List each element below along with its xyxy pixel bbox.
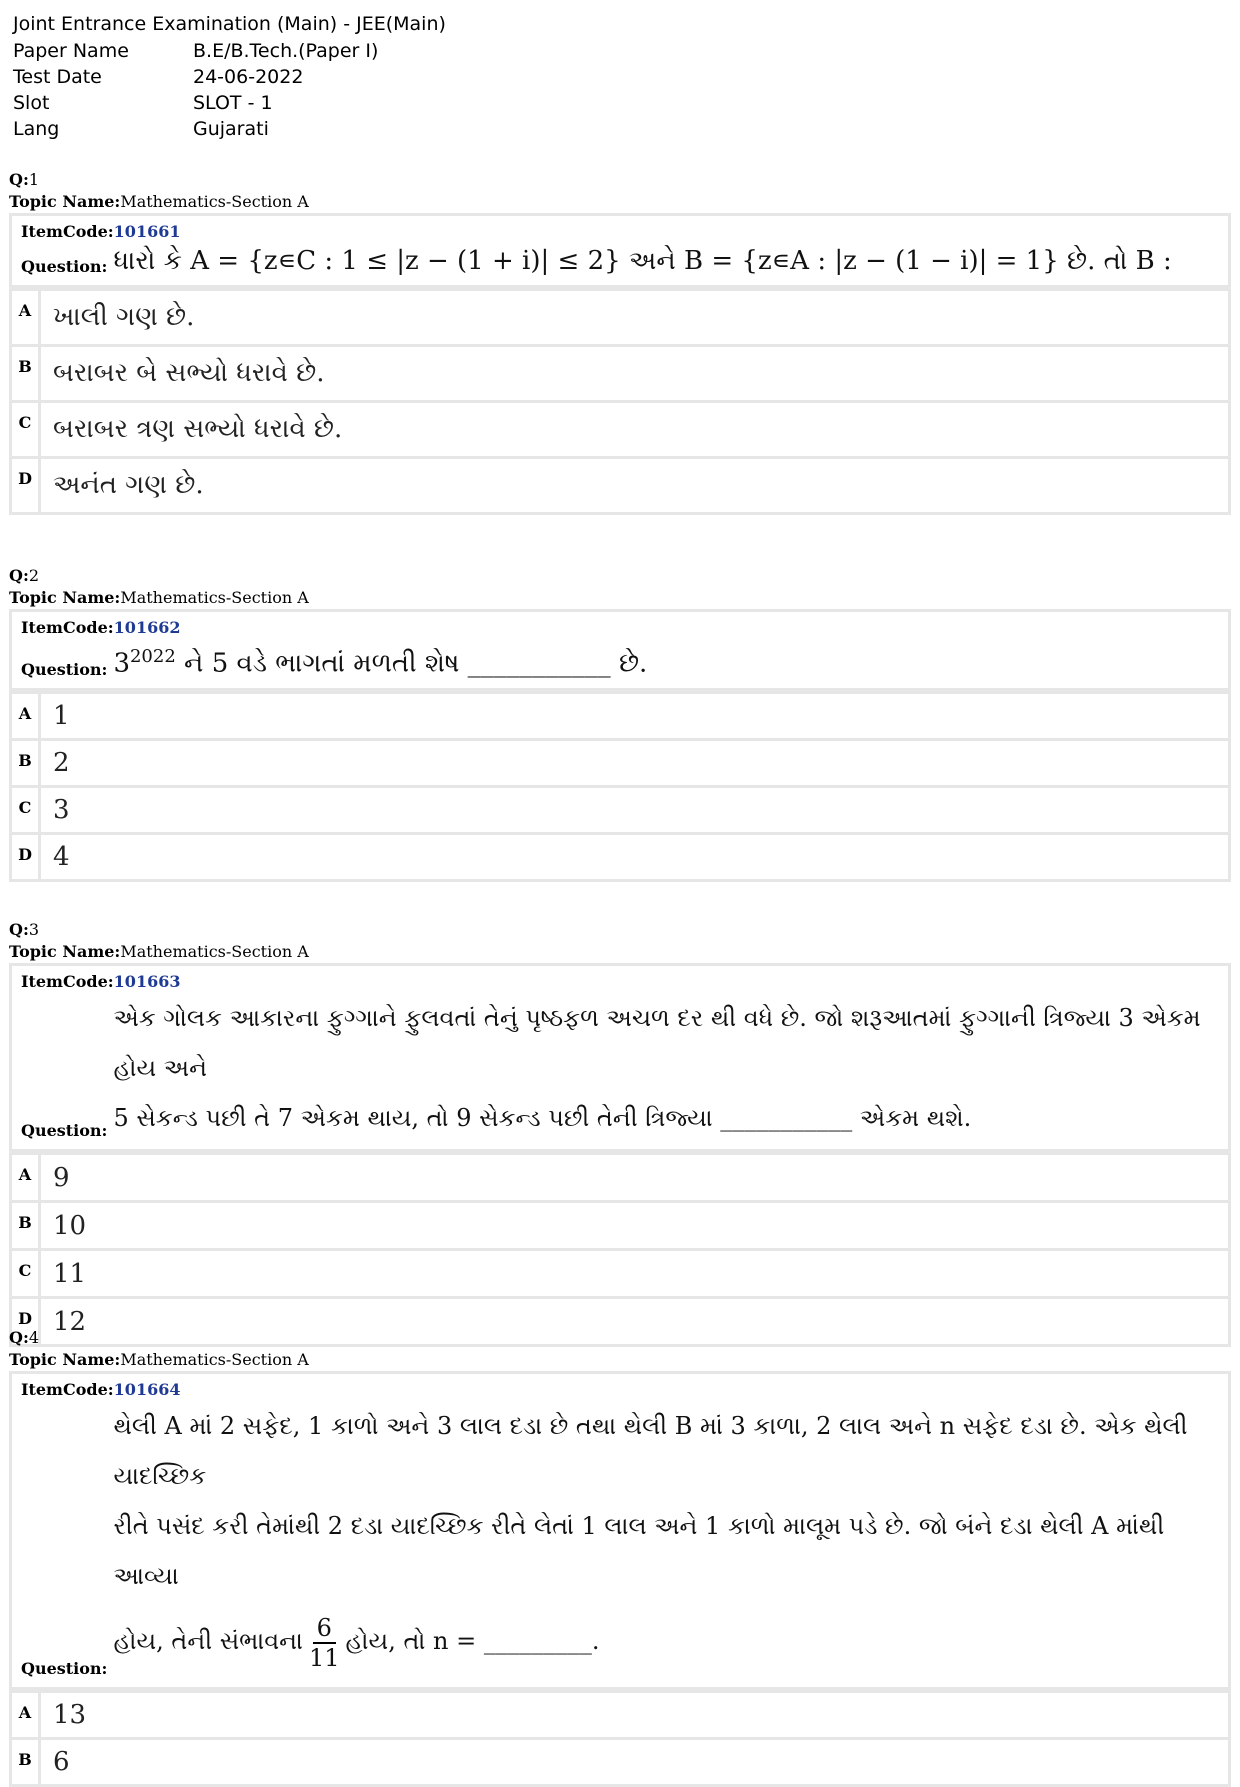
option-text: 1 (53, 700, 70, 731)
option-a[interactable] (12, 288, 1228, 344)
item-code: ItemCode:101663 (21, 972, 181, 991)
option-d[interactable] (12, 456, 1228, 512)
option-text: બરાબર ત્રણ સભ્યો ધરાવે છે. (53, 414, 343, 444)
option-text: 9 (53, 1162, 70, 1193)
option-text: 11 (53, 1258, 87, 1289)
question-body (21, 1401, 1219, 1681)
question-box (9, 963, 1231, 1347)
option-a[interactable] (12, 1152, 1228, 1200)
question-block-2 (9, 565, 1231, 882)
option-text: બરાબર બે સભ્યો ધરાવે છે. (53, 358, 325, 388)
question-block-4 (9, 1327, 1231, 1787)
option-c[interactable] (12, 400, 1228, 456)
question-text: $3^{2022}$ ને 5 વડે ભાગતાં મળતી શેષ ___________ છે. (113, 646, 648, 679)
header-row-date (13, 64, 446, 90)
question-head (12, 612, 1228, 691)
option-text: 6 (53, 1747, 70, 1777)
question-number: Q:3 (9, 920, 40, 939)
option-label: A (12, 1693, 41, 1737)
item-code: ItemCode:101662 (21, 618, 181, 637)
question-text: ધારો કે A = {z∊C : 1 ≤ |z − (1 + i)| ≤ 2} અને B = {z∊A : |z − (1 − i)| = 1} છે. તો B : (113, 246, 1172, 276)
option-label: A (12, 1155, 41, 1200)
exam-header (13, 10, 446, 142)
question-text: થેલી A માં 2 સફેદ, 1 કાળો અને 3 લાલ દડા છે તથા થેલી B માં 3 કાળા, 2 લાલ અને n સફેદ દડા છે. એક થેલી યાદચ્છિક રીતે પસંદ કરી તેમાંથી 2 દડા યાદચ્છિક રીતે લેતાં 1 લાલ અને 1 કાળો માલૂમ પડે છે. જો બંને દડા થેલી A માંથી આવ્યા હોય, તેની સંભાવના $\frac{6}{11}$ હોય, તો n = _________. (113, 1412, 1188, 1672)
option-b[interactable] (12, 1200, 1228, 1248)
option-label: A (12, 291, 41, 344)
header-key: Slot (13, 92, 50, 114)
question-block-1 (9, 169, 1231, 515)
option-text: 13 (53, 1700, 87, 1730)
option-a[interactable] (12, 691, 1228, 738)
option-text: 4 (53, 841, 70, 872)
header-row-lang (13, 116, 446, 142)
question-number: Q:4 (9, 1328, 40, 1347)
topic-name: Topic Name:Mathematics-Section A (9, 192, 309, 211)
probability-fraction: $\frac{6}{11}$ (308, 1613, 340, 1672)
option-text: અનંત ગણ છે. (53, 470, 204, 500)
question-box (9, 1371, 1231, 1787)
option-b[interactable] (12, 1737, 1228, 1784)
option-c[interactable] (12, 785, 1228, 832)
option-c[interactable] (12, 1248, 1228, 1296)
question-head (12, 216, 1228, 288)
header-value: B.E/B.Tech.(Paper I) (193, 40, 379, 62)
question-head (12, 1374, 1228, 1690)
question-body (21, 993, 1219, 1143)
option-a[interactable] (12, 1690, 1228, 1737)
option-label: C (12, 1251, 41, 1296)
header-key: Test Date (13, 66, 102, 88)
option-label: D (12, 459, 41, 512)
header-value: 24-06-2022 (193, 66, 304, 88)
question-label: Question: (21, 257, 108, 276)
header-key: Paper Name (13, 40, 129, 62)
option-label: C (12, 788, 41, 832)
question-label: Question: (21, 1659, 108, 1678)
header-value: Gujarati (193, 118, 269, 140)
question-number: Q:2 (9, 566, 40, 585)
option-b[interactable] (12, 738, 1228, 785)
option-label: B (12, 1203, 41, 1248)
question-label: Question: (21, 659, 108, 679)
option-text: ખાલી ગણ છે. (53, 302, 195, 332)
header-row-paper (13, 38, 446, 64)
question-text: એક ગોલક આકારના ફુગ્ગાને ફુલવતાં તેનું પૃષ્ઠફળ અચળ દર થી વધે છે. જો શરૂઆતમાં ફુગ્ગાની ત્રિજ્યા 3 એકમ હોય અને 5 સેકન્ડ પછી તે 7 એકમ થાય, તો 9 સેકન્ડ પછી તેની ત્રિજ્યા ___________ એકમ થશે. (113, 1004, 1201, 1132)
option-d[interactable] (12, 832, 1228, 879)
topic-name: Topic Name:Mathematics-Section A (9, 942, 309, 961)
question-head (12, 966, 1228, 1152)
question-body (21, 639, 1219, 682)
item-code: ItemCode:101661 (21, 222, 181, 241)
header-row-slot (13, 90, 446, 116)
header-value: SLOT - 1 (193, 92, 273, 114)
option-label: C (12, 403, 41, 456)
option-label: D (12, 1299, 41, 1344)
question-box (9, 609, 1231, 882)
question-label: Question: (21, 1121, 108, 1140)
topic-name: Topic Name:Mathematics-Section A (9, 1350, 309, 1369)
question-block-3 (9, 919, 1231, 1347)
option-label: B (12, 741, 41, 785)
option-text: 3 (53, 794, 70, 825)
question-number: Q:1 (9, 170, 40, 189)
item-code: ItemCode:101664 (21, 1380, 181, 1399)
option-text: 10 (53, 1210, 87, 1241)
option-label: A (12, 694, 41, 738)
option-text: 2 (53, 747, 70, 778)
question-body (21, 243, 1219, 279)
question-box (9, 213, 1231, 515)
exam-title: Joint Entrance Examination (Main) - JEE(Main) (13, 13, 446, 35)
option-label: D (12, 835, 41, 879)
option-text: 12 (53, 1306, 87, 1337)
option-b[interactable] (12, 344, 1228, 400)
option-label: B (12, 1740, 41, 1784)
topic-name: Topic Name:Mathematics-Section A (9, 588, 309, 607)
option-label: B (12, 347, 41, 400)
header-key: Lang (13, 118, 60, 140)
